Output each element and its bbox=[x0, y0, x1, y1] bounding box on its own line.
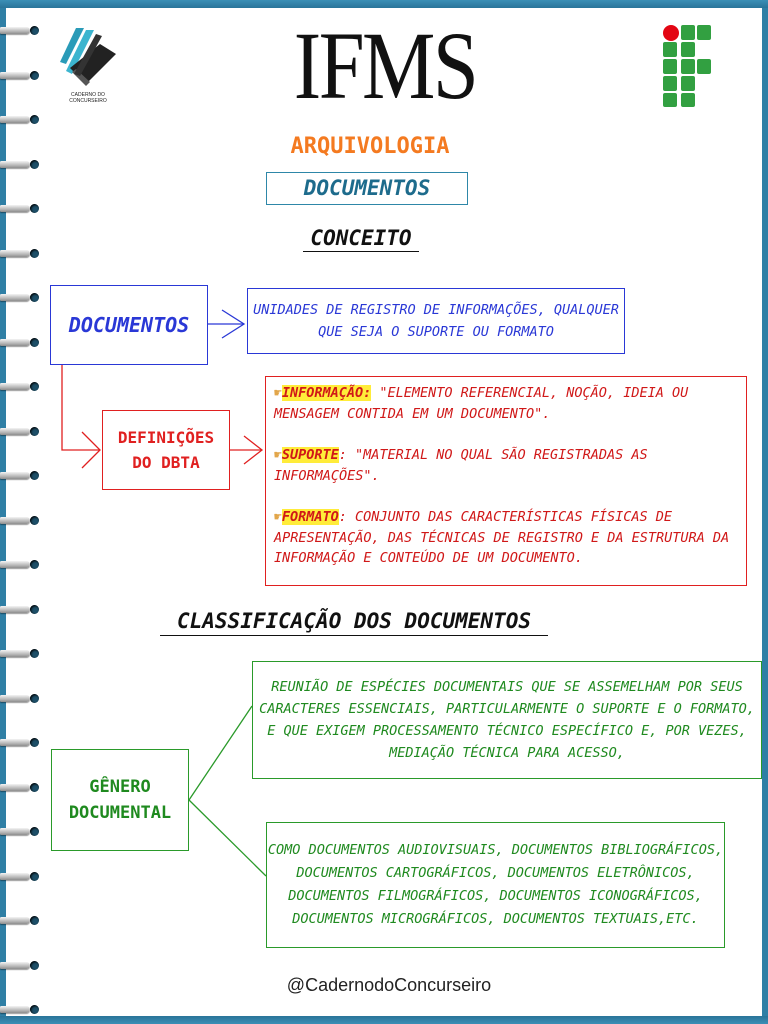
topic-box: DOCUMENTOS bbox=[266, 172, 468, 205]
term-label: INFORMAÇÃO: bbox=[281, 385, 372, 401]
genre-examples-box: COMO DOCUMENTOS AUDIOVISUAIS, DOCUMENTOS BIBLIOGRÁFICOS, DOCUMENTOS CARTOGRÁFICOS, DOCUMENTOS ELETRÔNICOS, DOCUMENTOS FILMOGRÁFICOS, DOCUMENTOS ICONOGRÁFICOS, DOCUMENTOS MICROGRÁFICOS, DOCUMENTOS TEXTUAIS,ETC. bbox=[266, 822, 725, 948]
footer-handle: @CadernodoConcurseiro bbox=[286, 975, 492, 995]
genre-definition-box: REUNIÃO DE ESPÉCIES DOCUMENTAIS QUE SE ASSEMELHAM POR SEUS CARACTERES ESSENCIAIS, PARTICULARMENTE O SUPORTE E O FORMATO, E QUE EXIGEM PROCESSAMENTO TÉCNICO ESPECÍFICO E, POR VEZES, MEDIAÇÃO TÉCNICA PARA ACESSO, bbox=[252, 661, 762, 779]
genre-line-1: GÊNERO bbox=[89, 777, 151, 797]
genre-line-2: DOCUMENTAL bbox=[68, 803, 172, 823]
documents-box: DOCUMENTOS bbox=[50, 285, 208, 365]
dbta-line-2: DO DBTA bbox=[132, 453, 200, 472]
logo-caption: CADERNO DO CONCURSEIRO bbox=[69, 92, 107, 104]
classification-heading: CLASSIFICAÇÃO DOS DOCUMENTOS bbox=[160, 607, 548, 636]
subject-title: ARQUIVOLOGIA bbox=[290, 134, 450, 159]
definition-item-formato bbox=[274, 507, 738, 568]
pointing-hand-icon: ☛ bbox=[274, 448, 282, 463]
term-text: "ELEMENTO REFERENCIAL, NOÇÃO, IDEIA OU MENSAGEM CONTIDA EM UM DOCUMENTO". bbox=[274, 385, 689, 422]
genre-box bbox=[51, 749, 189, 851]
dbta-line-1: DEFINIÇÕES bbox=[117, 428, 215, 447]
definition-item-informacao bbox=[274, 383, 738, 424]
term-label: FORMATO bbox=[281, 509, 339, 525]
pointing-hand-icon: ☛ bbox=[274, 386, 282, 401]
term-label: SUPORTE bbox=[281, 447, 339, 463]
dbta-items-box bbox=[265, 376, 747, 586]
blue-arrow bbox=[208, 310, 244, 338]
documents-definition-box: UNIDADES DE REGISTRO DE INFORMAÇÕES, QUALQUER QUE SEJA O SUPORTE OU FORMATO bbox=[247, 288, 625, 354]
page-title: IFMS bbox=[293, 12, 477, 119]
definition-item-suporte bbox=[274, 445, 738, 486]
concept-heading: CONCEITO bbox=[303, 225, 419, 252]
term-text: : "MATERIAL NO QUAL SÃO REGISTRADAS AS INFORMAÇÕES". bbox=[274, 447, 648, 484]
term-text: : CONJUNTO DAS CARACTERÍSTICAS FÍSICAS DE APRESENTAÇÃO, DAS TÉCNICAS DE REGISTRO E DA ESTRUTURA DA INFORMAÇÃO E CONTEÚDO DE UM DOCUMENTO. bbox=[274, 509, 730, 566]
pointing-hand-icon: ☛ bbox=[274, 510, 282, 525]
dbta-definitions-box bbox=[102, 410, 230, 490]
